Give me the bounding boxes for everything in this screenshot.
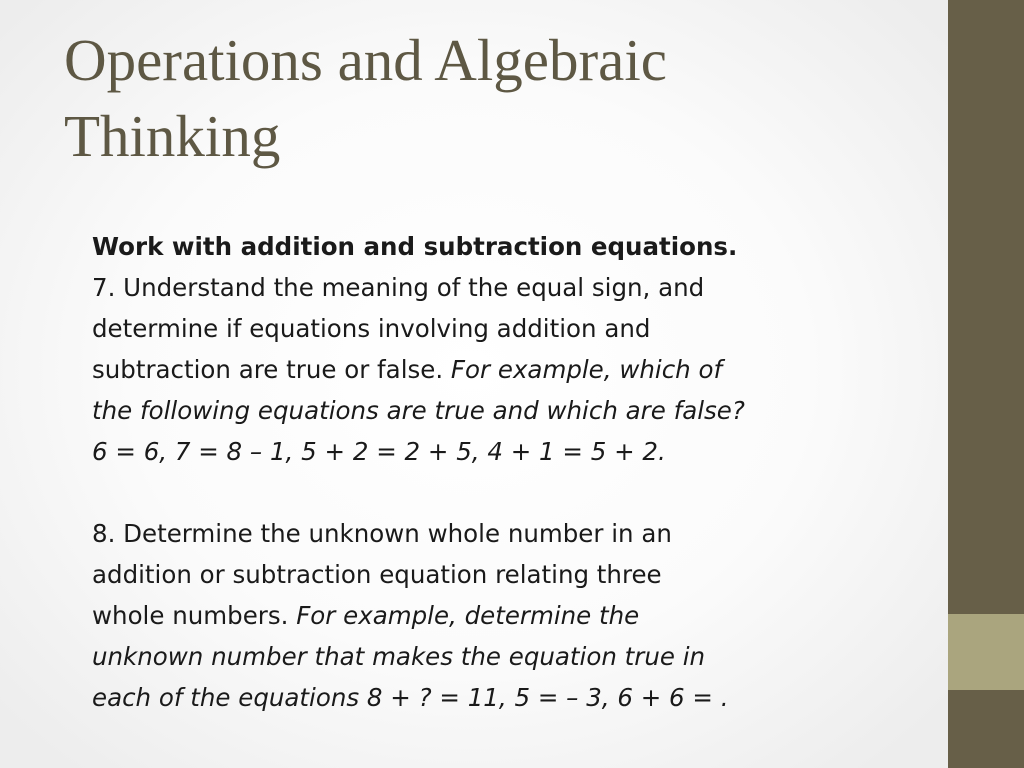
slide-title	[64, 22, 924, 174]
sidebar-accent-block	[948, 614, 1024, 690]
standard-8-line-5	[92, 677, 892, 718]
title-line-1: Operations and Algebraic	[64, 27, 667, 93]
standard-7-example-start: For example, which of	[450, 355, 723, 384]
standard-8	[92, 513, 892, 718]
standard-8-example-equations: each of the equations 8 + ? = 11, 5 = – 3, 6 + 6 = .	[92, 683, 729, 712]
standard-8-line-4	[92, 636, 892, 677]
standard-8-line-2: addition or subtraction equation relating three	[92, 560, 662, 589]
standard-7	[92, 267, 892, 472]
standard-7-example-equations: 6 = 6, 7 = 8 – 1, 5 + 2 = 2 + 5, 4 + 1 = 5 + 2.	[92, 437, 666, 466]
standard-7-line-5	[92, 431, 892, 472]
standard-7-example-question: the following equations are true and which are false?	[92, 396, 745, 425]
standard-8-line-1: 8. Determine the unknown whole number in an	[92, 519, 672, 548]
slide-body	[92, 226, 892, 718]
standard-8-line-3	[92, 595, 892, 636]
standard-7-line-1: 7. Understand the meaning of the equal sign, and	[92, 273, 705, 302]
title-line-2: Thinking	[64, 103, 281, 169]
standard-7-line-4	[92, 390, 892, 431]
standard-8-line-3-text: whole numbers.	[92, 601, 297, 630]
standard-8-example-start: For example, determine the	[296, 601, 640, 630]
standard-7-line-3-text: subtraction are true or false.	[92, 355, 451, 384]
standard-7-line-2: determine if equations involving addition and	[92, 314, 651, 343]
standard-7-line-3	[92, 349, 892, 390]
section-heading: Work with addition and subtraction equations.	[92, 232, 738, 261]
standard-8-example-description: unknown number that makes the equation true in	[92, 642, 706, 671]
paragraph-spacer	[92, 472, 892, 513]
